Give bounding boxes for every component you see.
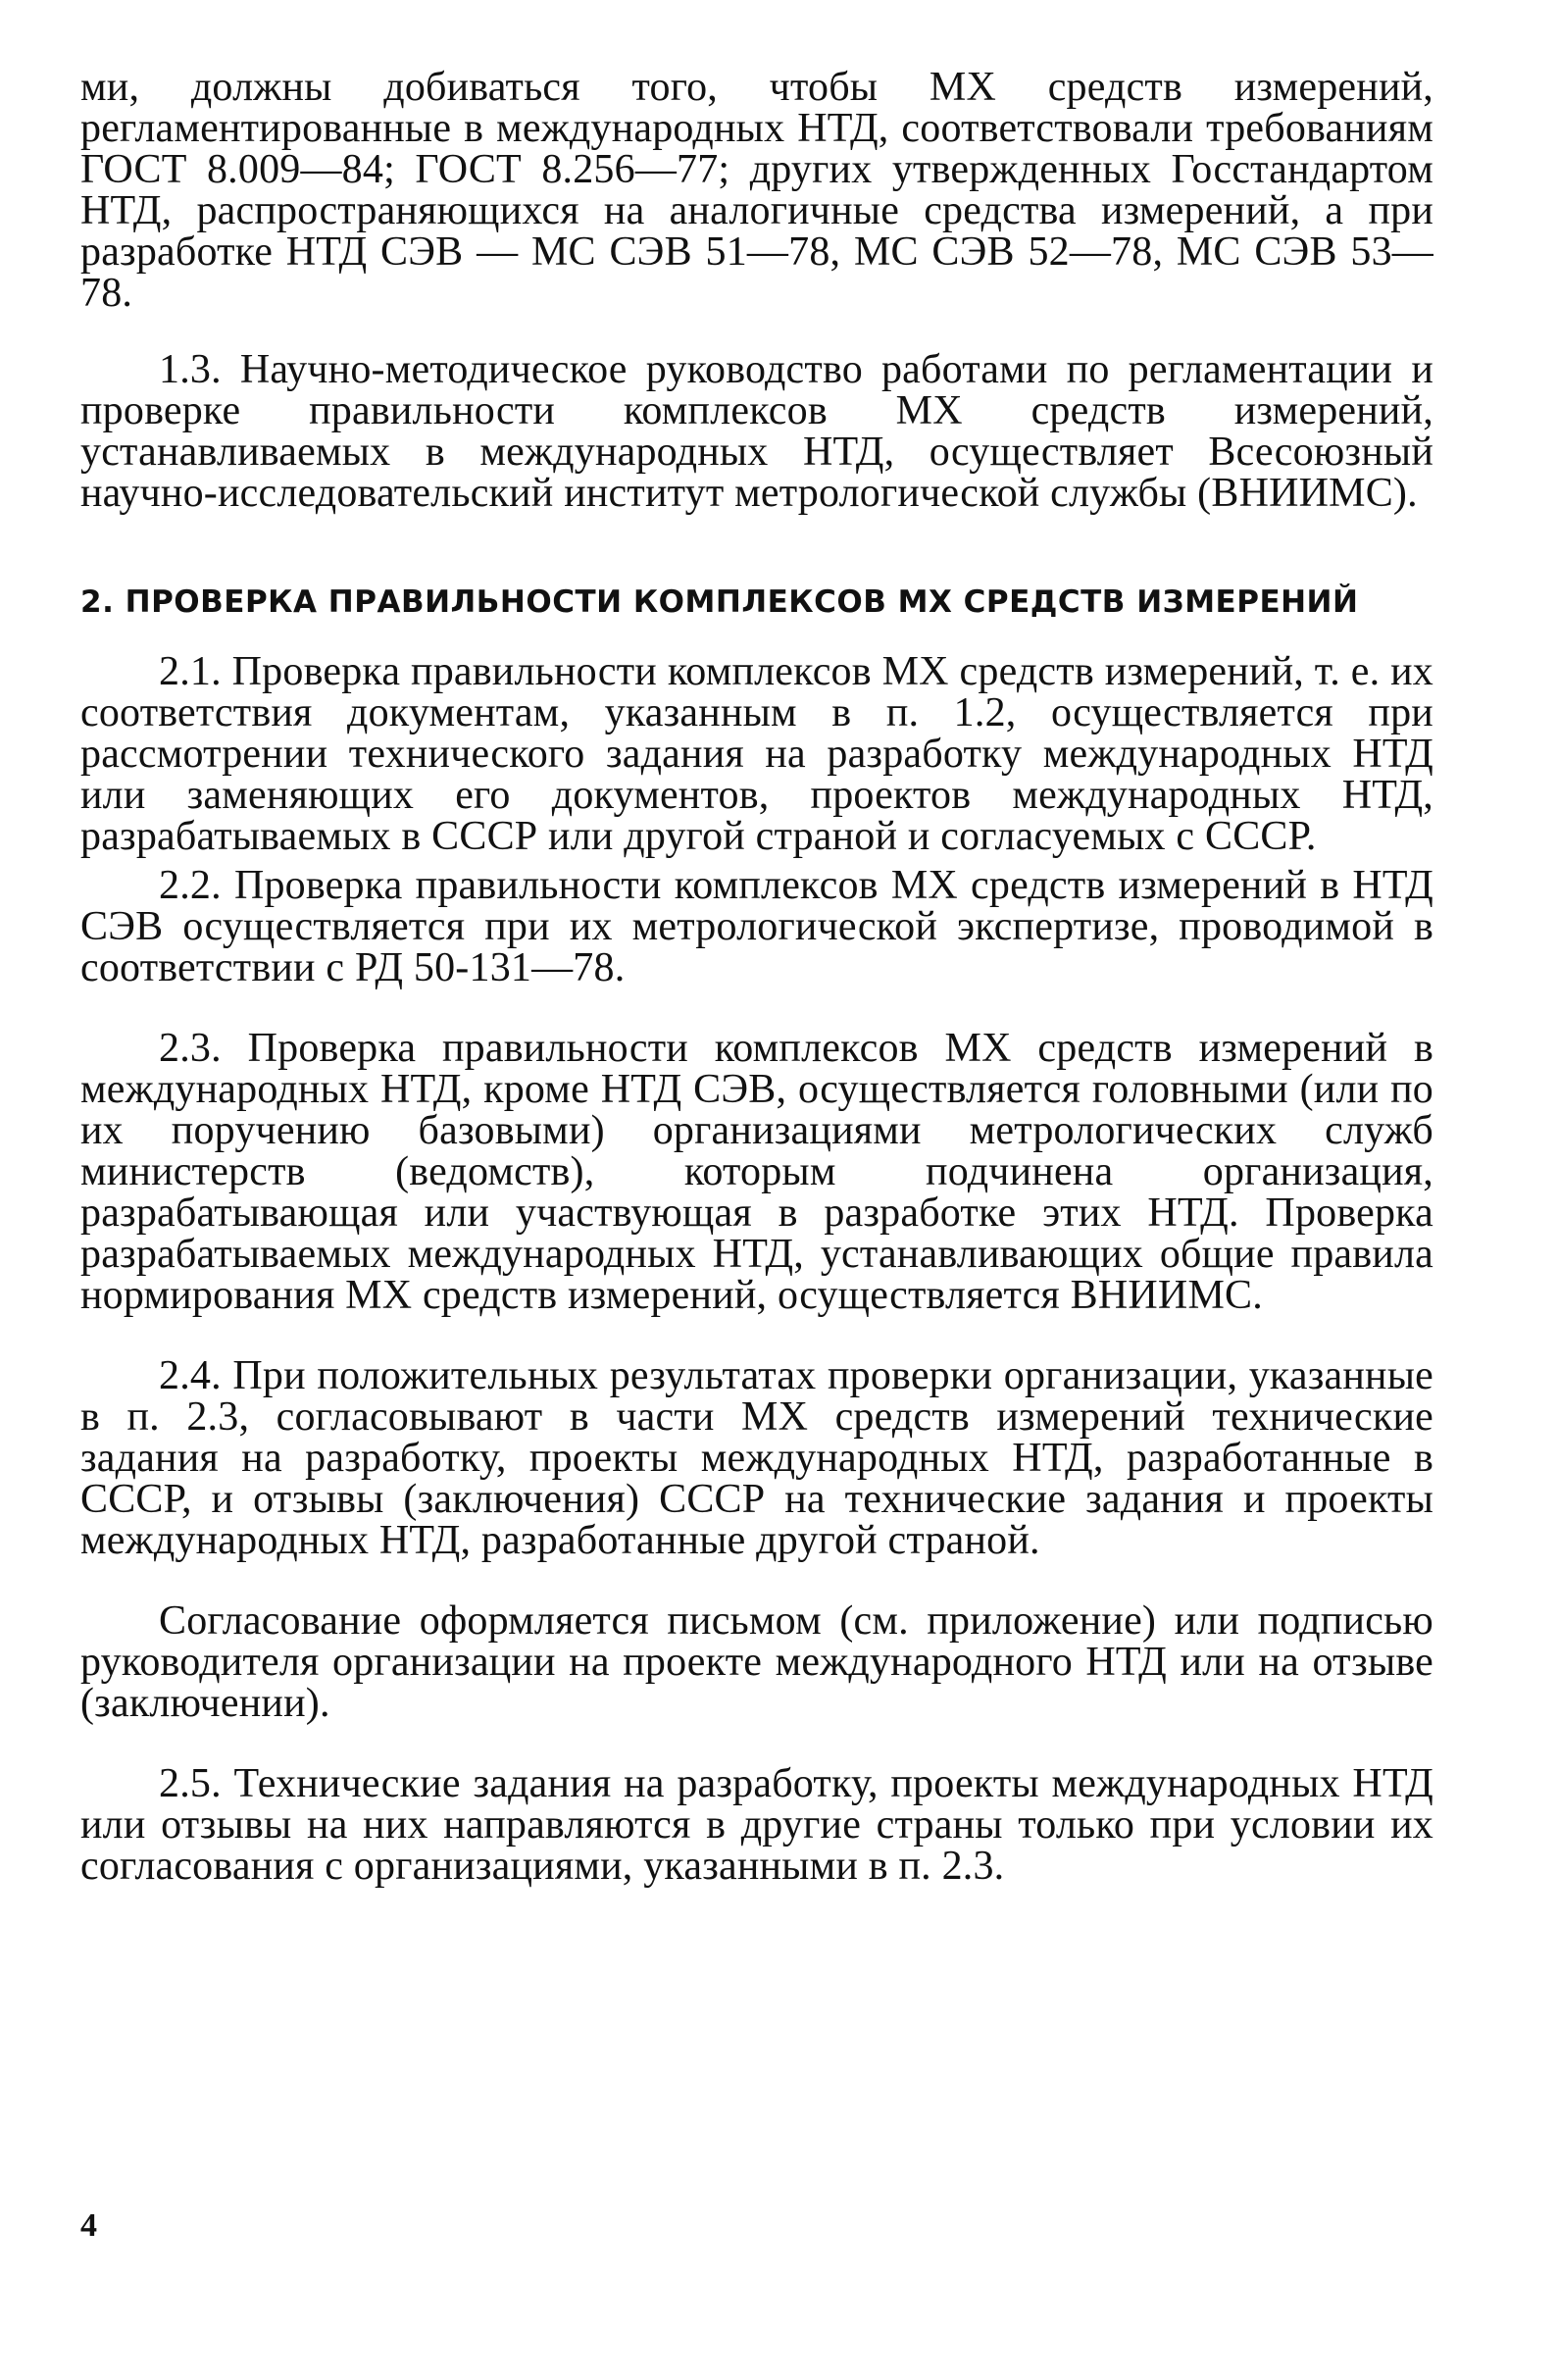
paragraph-intro: ми, должны добиваться того, чтобы МХ средств измерений, регламентированные в международных НТД, соответствовали требованиям ГОСТ 8.009—84; ГОСТ 8.256—77; других утвержденных Госстандартом НТД, распространяющихся на аналогичные средства измерений, а при разработке НТД СЭВ — МС СЭВ 51—78, МС СЭВ 52—78, МС СЭВ 53—78. [80, 65, 1433, 316]
paragraph-2-1: 2.1. Проверка правильности комплексов МХ средств измерений, т. е. их соответствия документам, указанным в п. 1.2, осуществляется при рассмотрении технического задания на разработку международных НТД или заменяющих его документов, проектов международных НТД, разрабатываемых в СССР или другой страной и согласуемых с СССР. [80, 649, 1433, 859]
paragraph-2-2: 2.2. Проверка правильности комплексов МХ средств измерений в НТД СЭВ осуществляется при их метрологической экспертизе, проводимой в соответствии с РД 50-131—78. [80, 863, 1433, 990]
paragraph-1-3: 1.3. Научно-методическое руководство работами по регламентации и проверке правильности комплексов МХ средств измерений, устанавливаемых в международных НТД, осуществляет Всесоюзный научно-исследовательский институт метрологической службы (ВНИИМС). [80, 347, 1433, 516]
document-page [80, 67, 1433, 1887]
paragraph-2-5: 2.5. Технические задания на разработку, проекты международных НТД или отзывы на них направляются в другие страны только при условии их согласования с организациями, указанными в п. 2.3. [80, 1761, 1433, 1889]
paragraph-2-4: 2.4. При положительных результатах проверки организации, указанные в п. 2.3, согласовывают в части МХ средств измерений технические задания на разработку, проекты международных НТД, разработанные в СССР, и отзывы (заключения) СССР на технические задания и проекты международных НТД, разработанные другой страной. [80, 1353, 1433, 1563]
section-heading: 2. ПРОВЕРКА ПРАВИЛЬНОСТИ КОМПЛЕКСОВ МХ СРЕДСТВ ИЗМЕРЕНИЙ [80, 584, 1359, 620]
paragraph-2-3: 2.3. Проверка правильности комплексов МХ средств измерений в международных НТД, кроме НТД СЭВ, осуществляется головными (или по их поручению базовыми) организациями метрологических служб министерств (ведомств), которым подчинена организация, разрабатывающая или участвующая в разработке этих НТД. Проверка разрабатываемых международных НТД, устанавливающих общие правила нормирования МХ средств измерений, осуществляется ВНИИМС. [80, 1026, 1433, 1318]
page-number: 4 [80, 2207, 97, 2244]
paragraph-2-4-continuation: Согласование оформляется письмом (см. приложение) или подписью руководителя организации на проекте международного НТД или на отзыве (заключении). [80, 1598, 1433, 1726]
